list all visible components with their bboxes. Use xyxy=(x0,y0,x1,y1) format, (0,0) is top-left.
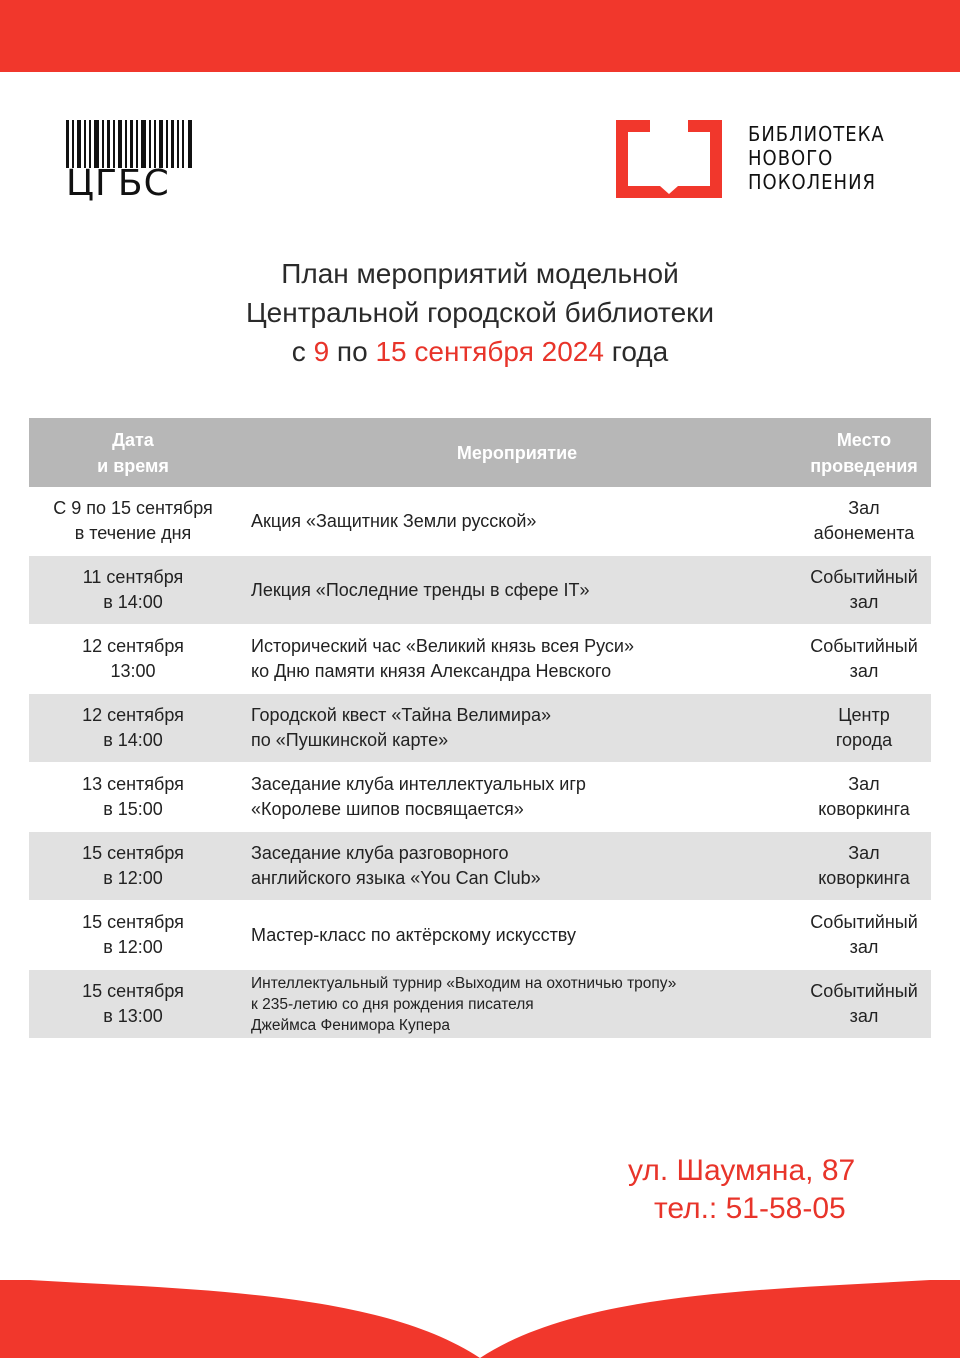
cgbs-logo xyxy=(66,120,196,206)
cgbs-logo-text: ЦГБС xyxy=(66,163,170,204)
top-color-band xyxy=(0,0,960,72)
header-date-line: Дата xyxy=(112,429,154,450)
event-title: Заседание клуба интеллектуальных игр «Королеве шипов посвящается» xyxy=(237,763,797,832)
bottom-color-band xyxy=(0,1280,960,1358)
page-title xyxy=(0,254,960,371)
table-row xyxy=(29,694,931,763)
event-title: Мастер-класс по актёрскому искусству xyxy=(237,901,797,970)
address-text: ул. Шаумяна, 87 xyxy=(628,1154,856,1187)
event-title: Интеллектуальный турнир «Выходим на охотничью тропу» к 235-летию со дня рождения писателя Джеймса Фенимора Купера xyxy=(237,970,797,1039)
event-date: 15 сентября в 13:00 xyxy=(29,970,237,1039)
title-line-1: План мероприятий модельной xyxy=(281,258,679,289)
event-title: Заседание клуба разговорного английского языка «You Can Club» xyxy=(237,832,797,901)
header-event: Мероприятие xyxy=(237,418,797,487)
event-date: 11 сентября в 14:00 xyxy=(29,556,237,625)
barcode-icon xyxy=(66,120,194,168)
library-logo-text xyxy=(748,122,885,194)
event-date: 12 сентября 13:00 xyxy=(29,625,237,694)
library-new-generation-logo xyxy=(616,120,906,200)
event-date: 12 сентября в 14:00 xyxy=(29,694,237,763)
event-place: Зал коворкинга xyxy=(797,832,931,901)
event-place: Центр города xyxy=(797,694,931,763)
table-row xyxy=(29,832,931,901)
contacts-block xyxy=(610,1152,910,1228)
title-date-from: 9 xyxy=(313,336,330,367)
table-row xyxy=(29,487,931,556)
header-place xyxy=(797,418,931,487)
table-header-row xyxy=(29,418,931,487)
event-place: Событийный зал xyxy=(797,901,931,970)
event-place: Зал абонемента xyxy=(797,487,931,556)
header-date xyxy=(29,418,237,487)
wave-decoration xyxy=(0,1280,960,1358)
library-logo-line: НОВОГО xyxy=(748,146,834,170)
table-row xyxy=(29,556,931,625)
title-line-2: Центральной городской библиотеки xyxy=(245,297,715,328)
event-title: Городской квест «Тайна Велимира» по «Пушкинской карте» xyxy=(237,694,797,763)
event-date: 15 сентября в 12:00 xyxy=(29,832,237,901)
title-line-3 xyxy=(0,332,960,371)
title-suffix: года xyxy=(603,336,669,367)
library-logo-line: БИБЛИОТЕКА xyxy=(748,122,885,146)
events-table xyxy=(29,418,931,1039)
title-mid: по xyxy=(329,336,376,367)
header-place-line: проведения xyxy=(810,455,918,476)
table-row xyxy=(29,901,931,970)
table-row xyxy=(29,763,931,832)
event-place: Событийный зал xyxy=(797,970,931,1039)
table-row xyxy=(29,625,931,694)
event-title: Акция «Защитник Земли русской» xyxy=(237,487,797,556)
event-title: Исторический час «Великий князь всея Руси» ко Дню памяти князя Александра Невского xyxy=(237,625,797,694)
table-row xyxy=(29,970,931,1039)
event-title: Лекция «Последние тренды в сфере IT» xyxy=(237,556,797,625)
title-date-to: 15 сентября 2024 xyxy=(375,336,604,367)
event-place: Событийный зал xyxy=(797,556,931,625)
header-place-line: Место xyxy=(836,429,892,450)
event-date: С 9 по 15 сентября в течение дня xyxy=(29,487,237,556)
event-place: Зал коворкинга xyxy=(797,763,931,832)
library-logo-line: ПОКОЛЕНИЯ xyxy=(748,170,877,194)
event-place: Событийный зал xyxy=(797,625,931,694)
event-date: 15 сентября в 12:00 xyxy=(29,901,237,970)
header-date-line: и время xyxy=(97,455,169,476)
event-date: 13 сентября в 15:00 xyxy=(29,763,237,832)
open-book-icon xyxy=(616,120,722,198)
title-prefix: с xyxy=(291,336,314,367)
phone-text: тел.: 51-58-05 xyxy=(654,1192,846,1225)
